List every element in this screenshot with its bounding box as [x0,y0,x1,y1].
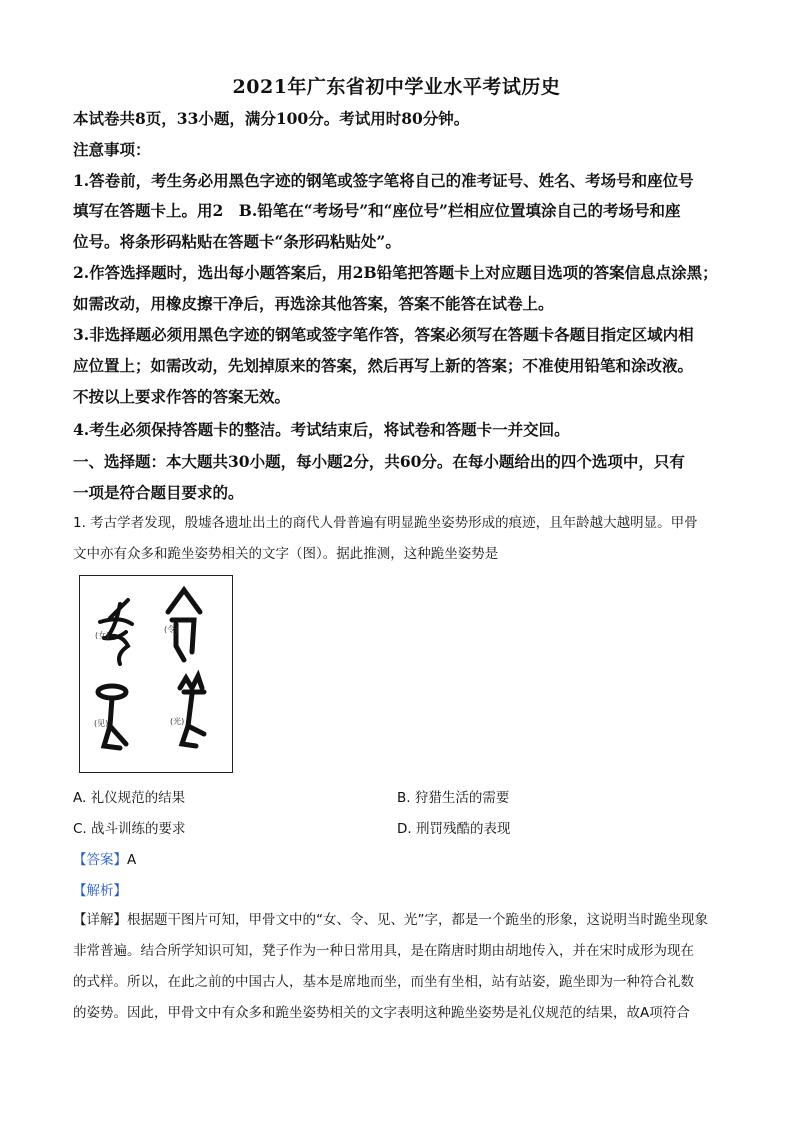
option-d: D. 刑罚残酷的表现 [397,821,511,837]
glyph-label: (令) [164,625,179,634]
glyph-label: (见) [94,719,109,728]
analysis-line [73,879,127,899]
question-stem: 文中亦有众多和跪坐姿势相关的文字（图）。据此推测，这种跪坐姿势是 [73,546,499,562]
detail-line: 的姿势。因此，甲骨文中有众多和跪坐姿势相关的文字表明这种跪坐姿势是礼仪规范的结果，故A项符合 [73,1005,690,1021]
notice-line: 不按以上要求作答的答案无效。 [73,387,291,406]
notice-heading: 注意事项： [73,140,151,159]
detail-line [73,910,733,930]
option-c: C. 战斗训练的要求 [73,821,186,837]
section-heading: 一、选择题：本大题共30小题，每小题2分，共60分。在每小题给出的四个选项中，只有 [73,452,685,471]
detail-tag: 【详解】 [73,912,127,928]
oracle-bone-figure [79,575,233,773]
glyph-guang [180,676,204,746]
answer-tag: 【答案】 [73,852,127,868]
page-title: 2021年广东省初中学业水平考试历史 [232,76,561,98]
notice-line: 1.答卷前，考生务必用黑色字迹的钢笔或签字笔将自己的准考证号、姓名、考场号和座位号 [73,171,694,190]
option-a: A. 礼仪规范的结果 [73,790,186,806]
glyph-jian [98,686,126,748]
option-b: B. 狩猎生活的需要 [397,790,510,806]
detail-text: 根据题干图片可知，甲骨文中的“女、令、见、光”字，都是一个跪坐的形象，这说明当时跪坐现象 [127,912,708,928]
answer-value: A [127,852,137,868]
notice-line: 应位置上；如需改动，先划掉原来的答案，然后再写上新的答案；不准使用铅笔和涂改液。 [73,356,694,375]
analysis-tag: 【解析】 [73,883,127,899]
notice-line: 3.非选择题必须用黑色字迹的钢笔或签字笔作答，答案必须写在答题卡各题目指定区域内相 [73,325,694,344]
intro-text: 本试卷共8页，33小题，满分100分。考试用时80分钟。 [73,109,470,128]
answer-line [73,848,136,868]
glyph-label: (女) [95,631,110,640]
notice-line: 位号。将条形码粘贴在答题卡“条形码粘贴处”。 [73,232,401,251]
notice-line: 填写在答题卡上。用2 B.铅笔在“考场号”和“座位号”栏相应位置填涂自己的考场号和座 [73,201,681,220]
glyph-label: (光) [170,717,185,726]
notice-line: 4.考生必须保持答题卡的整洁。考试结束后，将试卷和答题卡一并交回。 [73,420,570,439]
detail-line: 的式样。所以，在此之前的中国古人，基本是席地而坐，而坐有坐相，站有站姿，跪坐即为一种符合礼数 [73,974,694,990]
question-stem: 1. 考古学者发现，殷墟各遗址出土的商代人骨普遍有明显跪坐姿势形成的痕迹，且年龄越大越明显。甲骨 [73,515,698,531]
oracle-bone-glyphs [80,576,232,772]
notice-line: 如需改动，用橡皮擦干净后，再选涂其他答案，答案不能答在试卷上。 [73,294,554,313]
detail-line: 非常普遍。结合所学知识可知，凳子作为一种日常用具，是在隋唐时期由胡地传入，并在宋时成形为现在 [73,943,694,959]
section-heading: 一项是符合题目要求的。 [73,483,244,502]
notice-line: 2.作答选择题时，选出每小题答案后，用2B铅笔把答题卡上对应题目选项的答案信息点涂黑； [73,263,718,282]
